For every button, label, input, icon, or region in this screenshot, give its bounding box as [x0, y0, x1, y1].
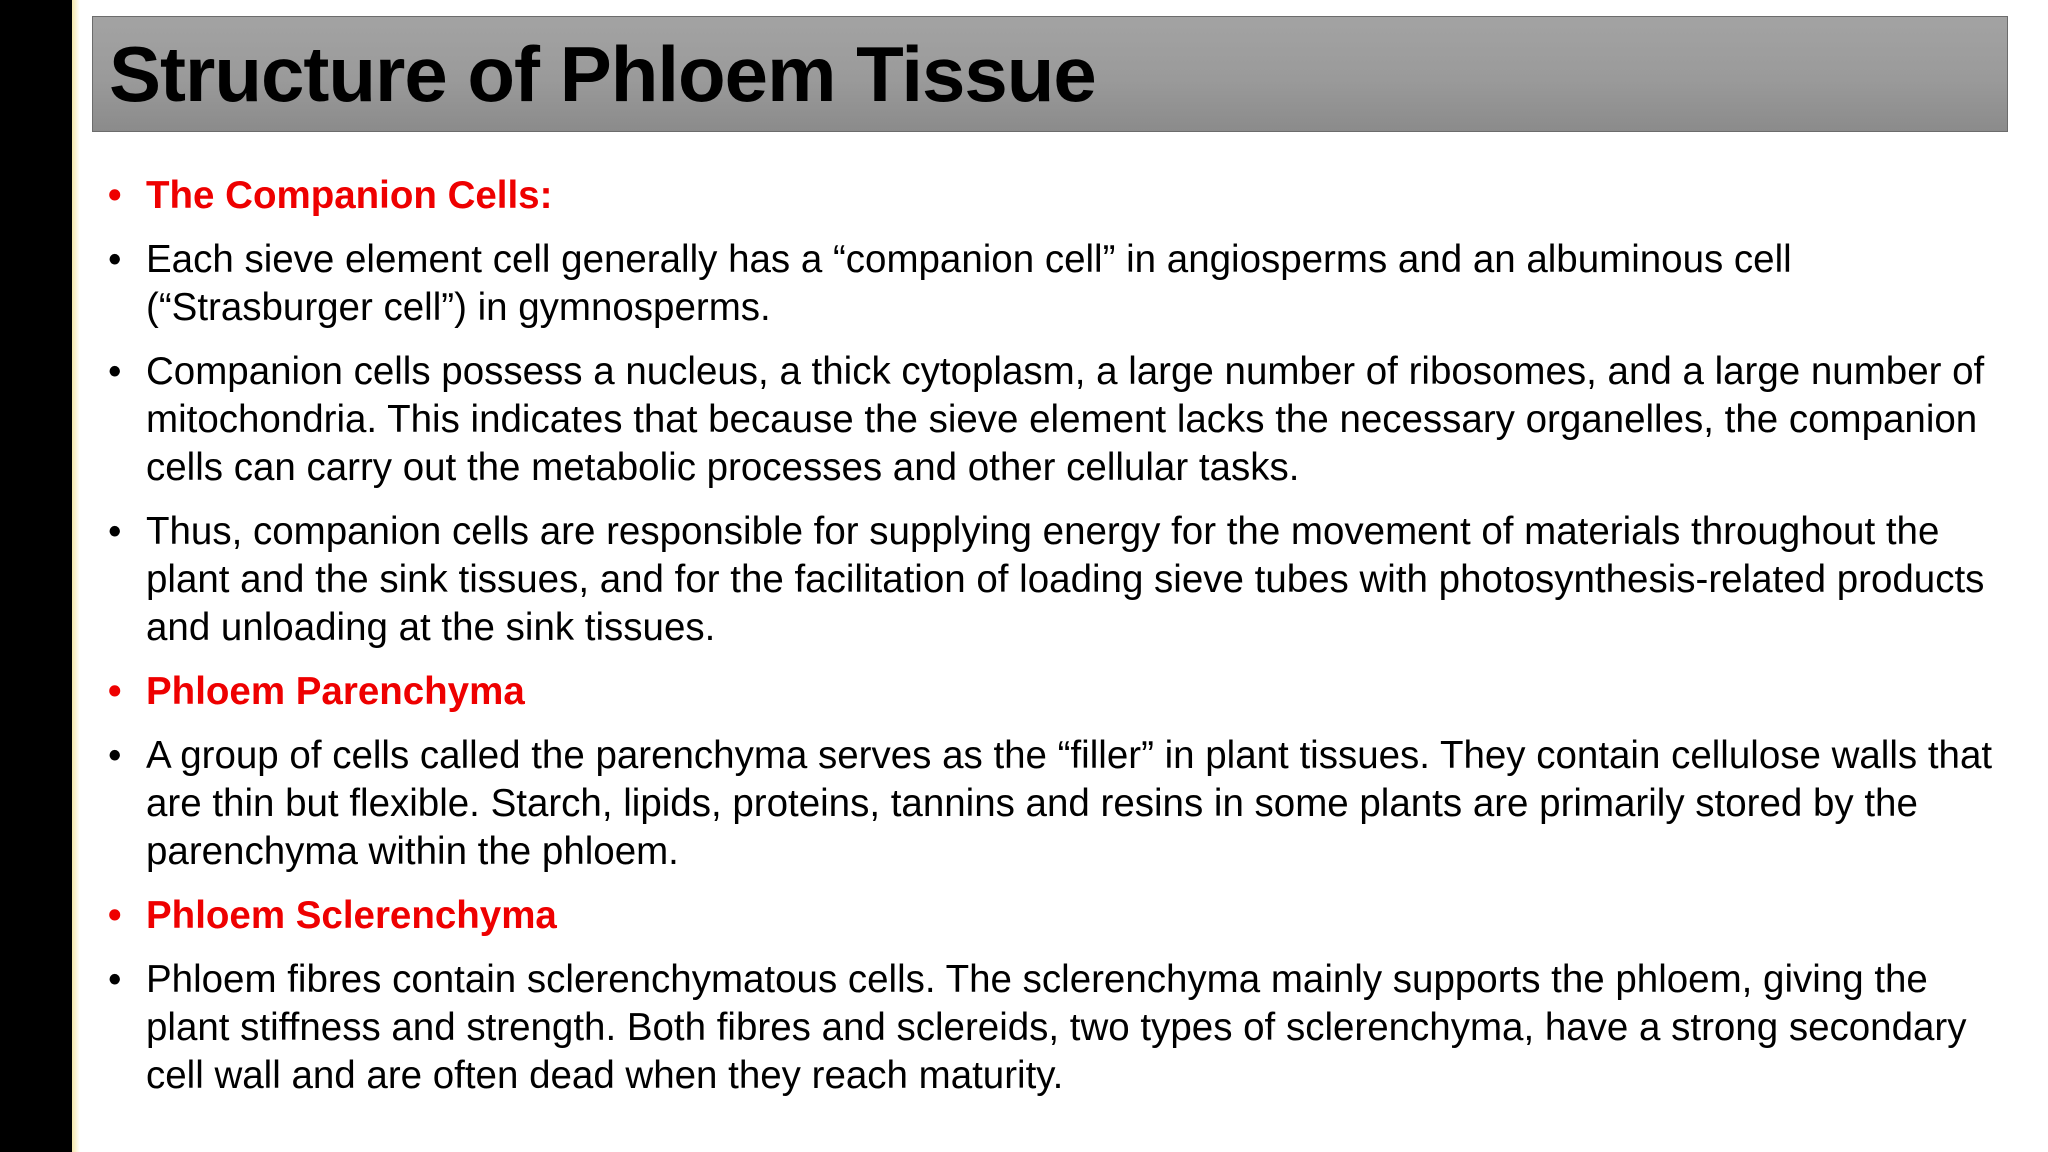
slide-title: Structure of Phloem Tissue [109, 30, 1096, 118]
bullet-parenchyma-description: • A group of cells called the parenchyma serves as the “filler” in plant tissues. They contain cellulose walls that are thin but flexible. Starch, lipids, proteins, tannins and resins in some plants are primarily stored by the parenchyma within the phloem. [108, 732, 2008, 876]
left-accent-stripe [72, 0, 80, 1152]
bullet-heading-phloem-sclerenchyma: • Phloem Sclerenchyma [108, 892, 2008, 940]
bullet-companion-cell-definition: • Each sieve element cell generally has a “companion cell” in angiosperms and an albuminous cell (“Strasburger cell”) in gymnosperms. [108, 236, 2008, 332]
bullet-list [108, 172, 2008, 1116]
title-box [92, 16, 2008, 132]
bullet-heading-companion-cells: • The Companion Cells: [108, 172, 2008, 220]
bullet-heading-phloem-parenchyma: • Phloem Parenchyma [108, 668, 2008, 716]
bullet-sclerenchyma-description: • Phloem fibres contain sclerenchymatous cells. The sclerenchyma mainly supports the phloem, giving the plant stiffness and strength. Both fibres and sclereids, two types of sclerenchyma, have a strong secondary cell wall and are often dead when they reach maturity. [108, 956, 2008, 1100]
bullet-companion-cell-function: • Thus, companion cells are responsible for supplying energy for the movement of materials throughout the plant and the sink tissues, and for the facilitation of loading sieve tubes with photosynthesis-related products and unloading at the sink tissues. [108, 508, 2008, 652]
bullet-companion-cell-organelles: • Companion cells possess a nucleus, a thick cytoplasm, a large number of ribosomes, and a large number of mitochondria. This indicates that because the sieve element lacks the necessary organelles, the companion cells can carry out the metabolic processes and other cellular tasks. [108, 348, 2008, 492]
left-black-bar [0, 0, 72, 1152]
